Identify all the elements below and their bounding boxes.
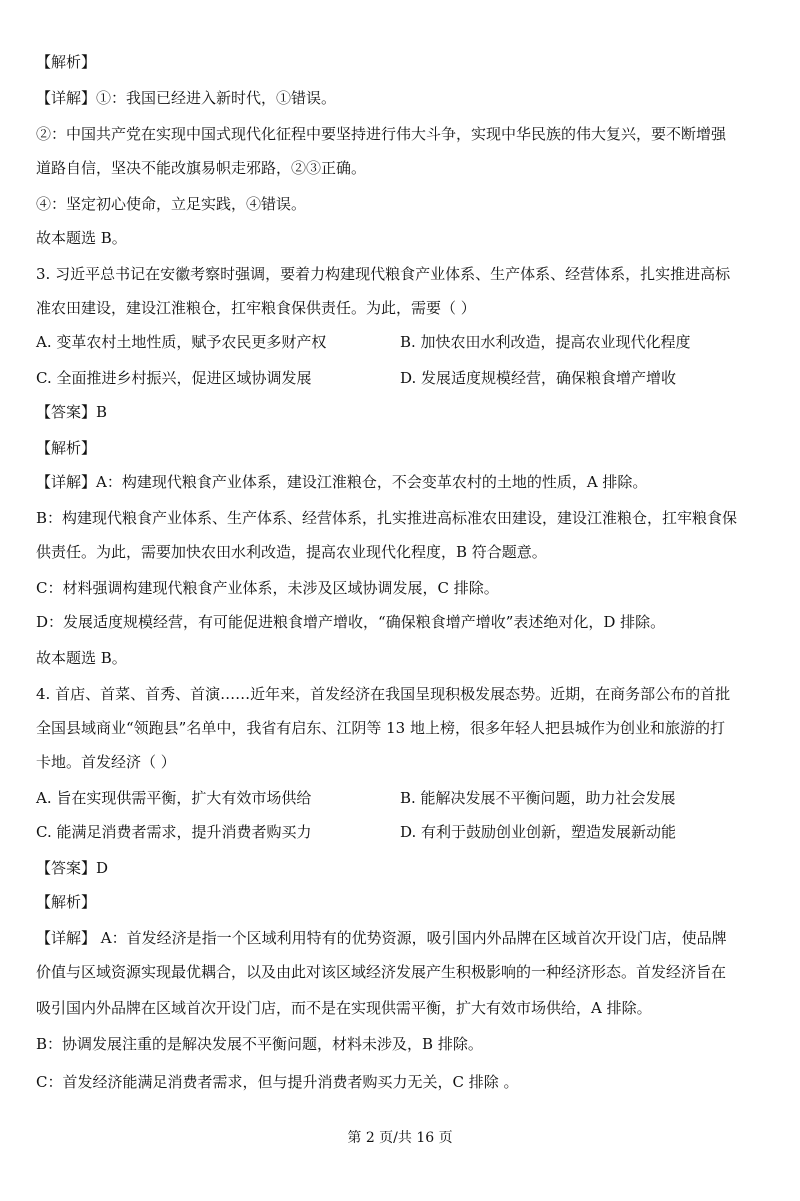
detail-paragraph: C：材料强调构建现代粮食产业体系，未涉及区域协调发展，C 排除。 — [36, 579, 499, 597]
question-4-option-c: C. 能满足消费者需求，提升消费者购买力 — [36, 823, 312, 841]
question-4-option-b: B. 能解决发展不平衡问题，助力社会发展 — [400, 789, 676, 807]
detail-paragraph: 吸引国内外品牌在区域首次开设门店，而不是在实现供需平衡，扩大有效市场供给，A 排除。 — [36, 999, 652, 1017]
detail-paragraph: 价值与区域资源实现最优耦合，以及由此对该区域经济发展产生积极影响的一种经济形态。首发经济旨在 — [36, 963, 727, 981]
question-4-stem: 卡地。首发经济（ ） — [36, 753, 176, 771]
analysis-heading: 【解析】 — [36, 893, 97, 911]
question-4-stem: 4. 首店、首菜、首秀、首演……近年来，首发经济在我国呈现积极发展态势。近期，在商务部公布的首批 — [36, 685, 731, 703]
detail-paragraph: B：构建现代粮食产业体系、生产体系、经营体系，扎实推进高标准农田建设，建设江淮粮仓，扛牢粮食保 — [36, 509, 738, 527]
question-3-stem: 准农田建设，建设江淮粮仓，扛牢粮食保供责任。为此，需要（ ） — [36, 299, 476, 317]
question-4-option-d: D. 有利于鼓励创业创新，塑造发展新动能 — [400, 823, 677, 841]
detail-paragraph: C：首发经济能满足消费者需求，但与提升消费者购买力无关，C 排除 。 — [36, 1073, 519, 1091]
question-4-stem: 全国县域商业“领跑县”名单中，我省有启东、江阴等 13 地上榜，很多年轻人把县城作为创业和旅游的打 — [36, 719, 725, 737]
detail-paragraph: B：协调发展注重的是解决发展不平衡问题，材料未涉及，B 排除。 — [36, 1035, 483, 1053]
question-3-option-d: D. 发展适度规模经营，确保粮食增产增收 — [400, 369, 677, 387]
detail-paragraph: ④：坚定初心使命，立足实践，④错误。 — [36, 195, 307, 213]
question-3-stem: 3. 习近平总书记在安徽考察时强调，要着力构建现代粮食产业体系、生产体系、经营体系，扎实推进高标 — [36, 265, 731, 283]
question-3-option-a: A. 变革农村土地性质，赋予农民更多财产权 — [36, 333, 327, 351]
answer-label: 【答案】D — [36, 859, 109, 877]
page-number: 第 2 页/共 16 页 — [347, 1130, 453, 1146]
analysis-heading: 【解析】 — [36, 53, 97, 71]
detail-paragraph: D：发展适度规模经营，有可能促进粮食增产增收，“确保粮食增产增收”表述绝对化，D 排除。 — [36, 613, 666, 631]
conclusion-text: 故本题选 B。 — [36, 649, 127, 667]
conclusion-text: 故本题选 B。 — [36, 229, 127, 247]
detail-paragraph: 供责任。为此，需要加快农田水利改造，提高农业现代化程度，B 符合题意。 — [36, 543, 547, 561]
answer-label: 【答案】B — [36, 403, 108, 421]
detail-paragraph: 道路自信，坚决不能改旗易帜走邪路，②③正确。 — [36, 159, 367, 177]
question-3-option-c: C. 全面推进乡村振兴，促进区域协调发展 — [36, 369, 312, 387]
detail-paragraph: 【详解】A：构建现代粮食产业体系，建设江淮粮仓，不会变革农村的土地的性质，A 排除。 — [36, 473, 648, 491]
question-4-option-a: A. 旨在实现供需平衡，扩大有效市场供给 — [36, 789, 312, 807]
detail-paragraph: ②：中国共产党在实现中国式现代化征程中要坚持进行伟大斗争，实现中华民族的伟大复兴，要不断增强 — [36, 125, 727, 143]
question-3-option-b: B. 加快农田水利改造，提高农业现代化程度 — [400, 333, 691, 351]
analysis-heading: 【解析】 — [36, 439, 97, 457]
detail-paragraph: 【详解】①：我国已经进入新时代，①错误。 — [36, 89, 337, 107]
detail-paragraph: 【详解】 A：首发经济是指一个区域利用特有的优势资源，吸引国内外品牌在区域首次开设门店，使品牌 — [36, 929, 727, 947]
